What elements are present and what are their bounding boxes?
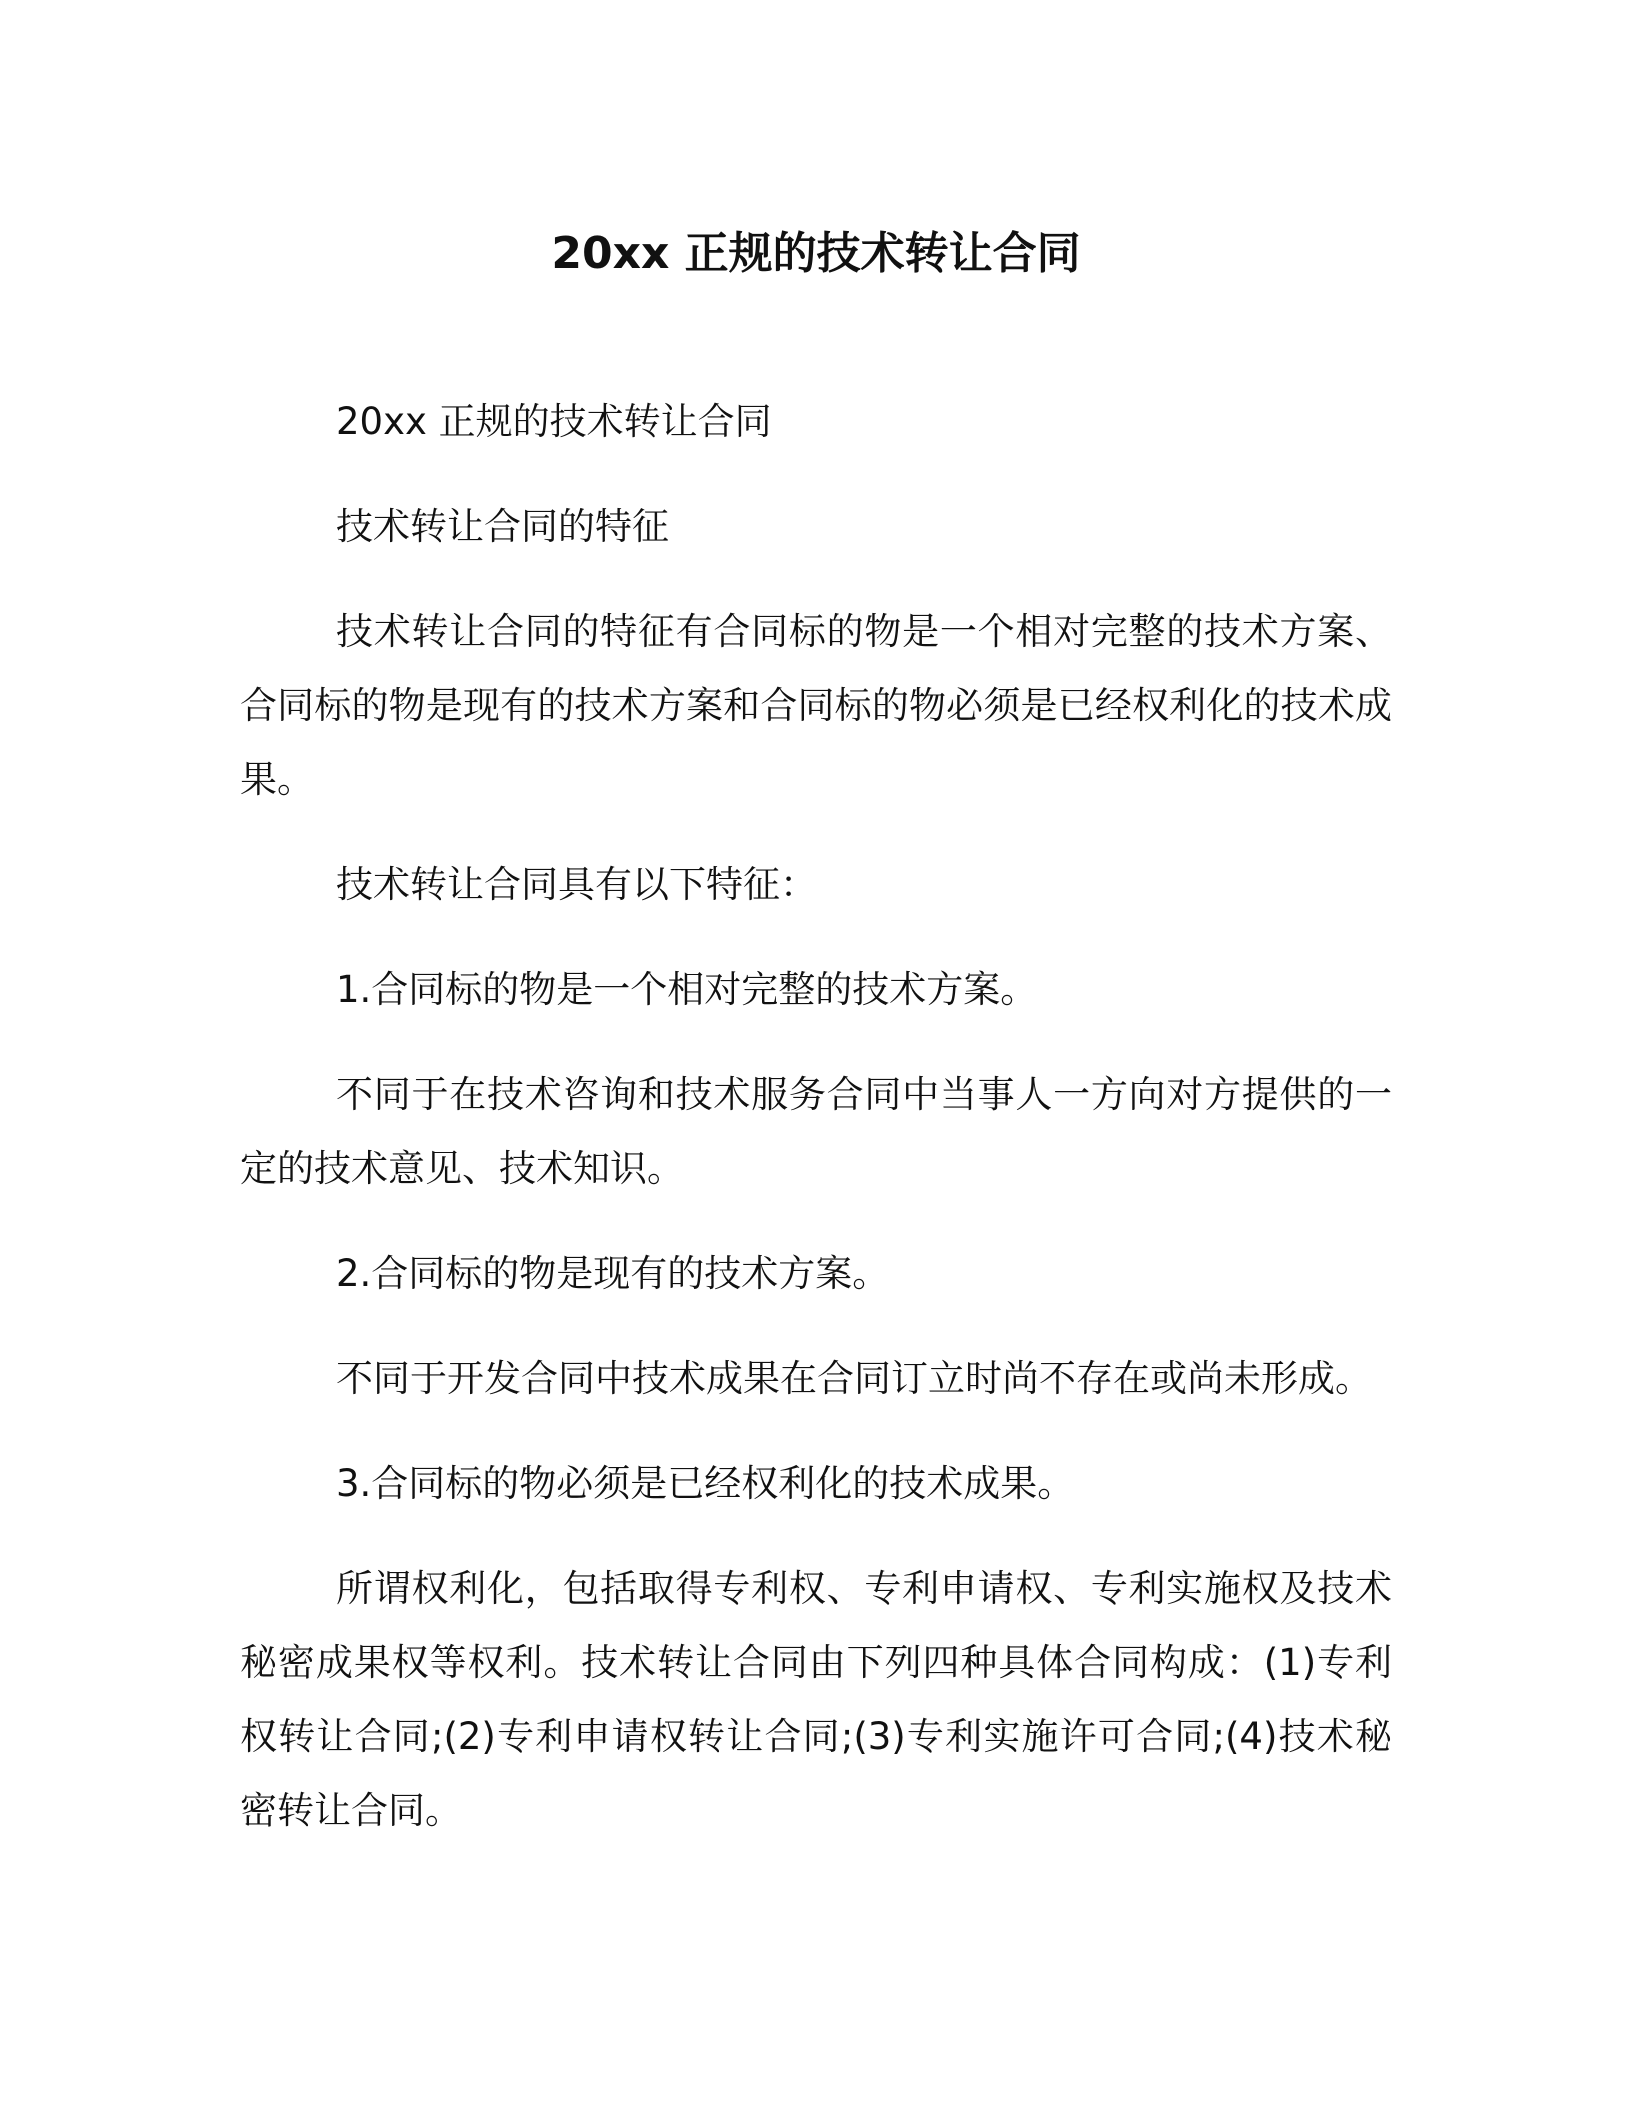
paragraph-feature-1-detail: 不同于在技术咨询和技术服务合同中当事人一方向对方提供的一定的技术意见、技术知识。 — [240, 1073, 1392, 1190]
paragraph-feature-2: 2.合同标的物是现有的技术方案。 — [336, 1252, 890, 1295]
paragraph-subtitle: 20xx 正规的技术转让合同 — [336, 400, 772, 443]
paragraph-features-intro: 技术转让合同具有以下特征： — [336, 863, 817, 906]
paragraph-features-summary: 技术转让合同的特征有合同标的物是一个相对完整的技术方案、合同标的物是现有的技术方案和合同标的物必须是已经权利化的技术成果。 — [240, 610, 1392, 801]
paragraph-feature-3: 3.合同标的物必须是已经权利化的技术成果。 — [336, 1462, 1075, 1505]
paragraph-feature-2-detail: 不同于开发合同中技术成果在合同订立时尚不存在或尚未形成。 — [336, 1357, 1372, 1400]
paragraph-feature-1: 1.合同标的物是一个相对完整的技术方案。 — [336, 968, 1038, 1011]
document-body — [240, 385, 1392, 1879]
paragraph-section-heading: 技术转让合同的特征 — [336, 505, 669, 548]
document-title: 20xx 正规的技术转让合同 — [551, 228, 1081, 279]
paragraph-feature-3-detail: 所谓权利化，包括取得专利权、专利申请权、专利实施权及技术秘密成果权等权利。技术转让合同由下列四种具体合同构成：(1)专利权转让合同;(2)专利申请权转让合同;(3)专利实施许可合同;(4)技术秘密转让合同。 — [240, 1567, 1392, 1832]
